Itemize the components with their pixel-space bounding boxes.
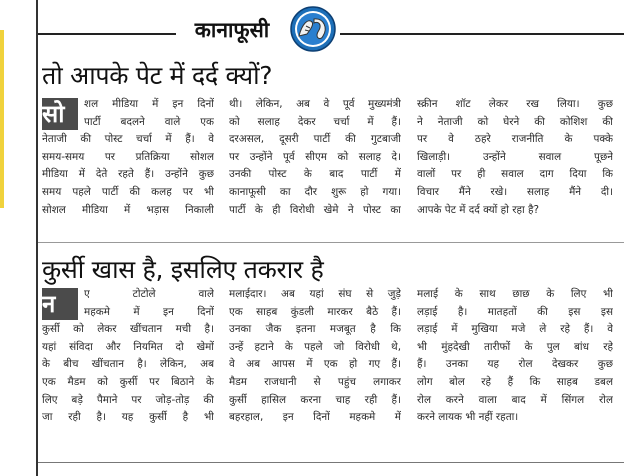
text-line: उनकी पोस्ट के बाद पार्टी में	[229, 168, 401, 181]
text-line: कानाफूसी का दौर शुरू हो गया।	[229, 185, 401, 198]
text-line: एक मैडम को कुर्सी पर बिठाने के	[42, 375, 214, 388]
text-line: पर वे ठहरे राजनीति के पक्के	[417, 133, 613, 146]
text-line: कुर्सी को लेकर खींचतान मची है।	[42, 323, 214, 336]
text-line: उनका जैक इतना मजबूत है कि	[229, 323, 401, 336]
page-bottom-rule	[38, 462, 624, 463]
column-rule	[36, 0, 38, 476]
text-line: वालों पर ही सवाल दाग दिया कि	[417, 168, 613, 181]
story1-dropcap: सो	[42, 98, 78, 130]
text-line: एक साहब कुंडली मारकर बैठे हैं।	[229, 305, 401, 318]
story2-column-2	[229, 286, 401, 427]
text-line: महकमे में इन दिनों	[84, 305, 214, 318]
text-line: के बीच खींचतान है। लेकिन, अब	[42, 358, 214, 371]
text-line: विचार मैंने रखे। सलाह मैंने दी।	[417, 185, 613, 198]
previous-column-edge	[0, 0, 38, 476]
text-line: समय-समय पर प्रतिक्रिया सोशल	[42, 150, 214, 163]
section-label: कानाफूसी	[176, 14, 288, 46]
text-line: पार्टी बदलने वाले एक	[84, 115, 214, 128]
text-line: समय पहले पार्टी की कलह पर भी	[42, 185, 214, 198]
text-line: लड़ाई है। मातहतों की इस इस	[417, 305, 613, 318]
story2-column-3	[417, 286, 613, 427]
text-line: मीडिया में देते रहते हैं। उन्होंने कुछ	[42, 168, 214, 181]
text-line: जा रही है। यह कुर्सी है भी	[42, 411, 214, 424]
text-line: लड़ाई में मुखिया मजे ले रहे हैं। वे	[417, 323, 613, 336]
text-line: आपके पेट में दर्द क्यों हो रहा है?	[417, 203, 539, 216]
whisper-ear-icon	[290, 6, 336, 52]
text-line: लिए बड़े पैमाने पर जोड़-तोड़ की	[42, 393, 214, 406]
text-line: बहरहाल, इन दिनों महकमे में	[229, 411, 401, 424]
text-line: हैं। उनका यह रोल देखकर कुछ	[417, 358, 613, 371]
text-line: शल मीडिया में इन दिनों	[84, 98, 214, 110]
text-line: नेताजी की पोस्ट चर्चा में हैं। वे	[42, 133, 214, 146]
story1-column-3	[417, 96, 613, 219]
text-line: को सलाह देकर चर्चा में हैं।	[229, 115, 401, 128]
story2-dropcap: न	[42, 288, 78, 320]
text-line: यहां संविदा और नियमित दो खेमों	[42, 340, 214, 353]
text-line: ए टोटोले वाले	[84, 288, 214, 300]
text-line: दरअसल, दूसरी पार्टी की गुटबाजी	[229, 133, 401, 146]
story-divider	[38, 242, 624, 243]
story1-headline: तो आपके पेट में दर्द क्यों?	[42, 61, 273, 90]
story1-column-2	[229, 96, 401, 219]
text-line: भी मुंहदेखी तारीफों के पुल बांध रहे	[417, 340, 613, 353]
text-line: उन्हें हटाने के पहले जो विरोधी थे,	[229, 340, 401, 353]
story1-column-1	[42, 96, 214, 219]
text-line: कुर्सी हासिल करना चाह रही हैं।	[229, 393, 401, 406]
text-line: पार्टी के ही विरोधी खेमे ने पोस्ट का	[229, 203, 401, 216]
text-line: थी। लेकिन, अब वे पूर्व मुख्यमंत्री	[229, 98, 401, 110]
story2-body	[42, 286, 618, 436]
text-line: वे अब आपस में एक हो गए हैं।	[229, 358, 401, 371]
text-line: ने नेताजी को घेरने की कोशिश की	[417, 115, 613, 128]
text-line: स्क्रीन शॉट लेकर रख लिया। कुछ	[417, 98, 613, 110]
text-line: मलाई के साथ छाछ के लिए भी	[417, 288, 613, 300]
text-line: मैडम राजधानी से पहुंच लगाकर	[229, 375, 401, 388]
text-line: खिलाड़ी। उन्होंने सवाल पूछने	[417, 150, 613, 163]
accent-bar	[0, 30, 4, 208]
text-line: पर उन्होंने पूर्व सीएम को सलाह दे।	[229, 150, 401, 163]
header-rule-right	[340, 33, 624, 35]
story2-column-1	[42, 286, 214, 427]
text-line: लोग बोल रहे हैं कि साहब डबल	[417, 375, 613, 388]
text-line: करने लायक भी नहीं रहता।	[417, 411, 519, 424]
text-line: मलाईदार। अब यहां संघ से जुड़े	[229, 288, 401, 300]
text-line: सोशल मीडिया में भड़ास निकाली	[42, 203, 214, 216]
text-line: रोल करने वाला बाद में सिंगल रोल	[417, 393, 613, 406]
story1-body	[42, 96, 618, 232]
story2-headline: कुर्सी खास है, इसलिए तकरार है	[42, 255, 324, 284]
